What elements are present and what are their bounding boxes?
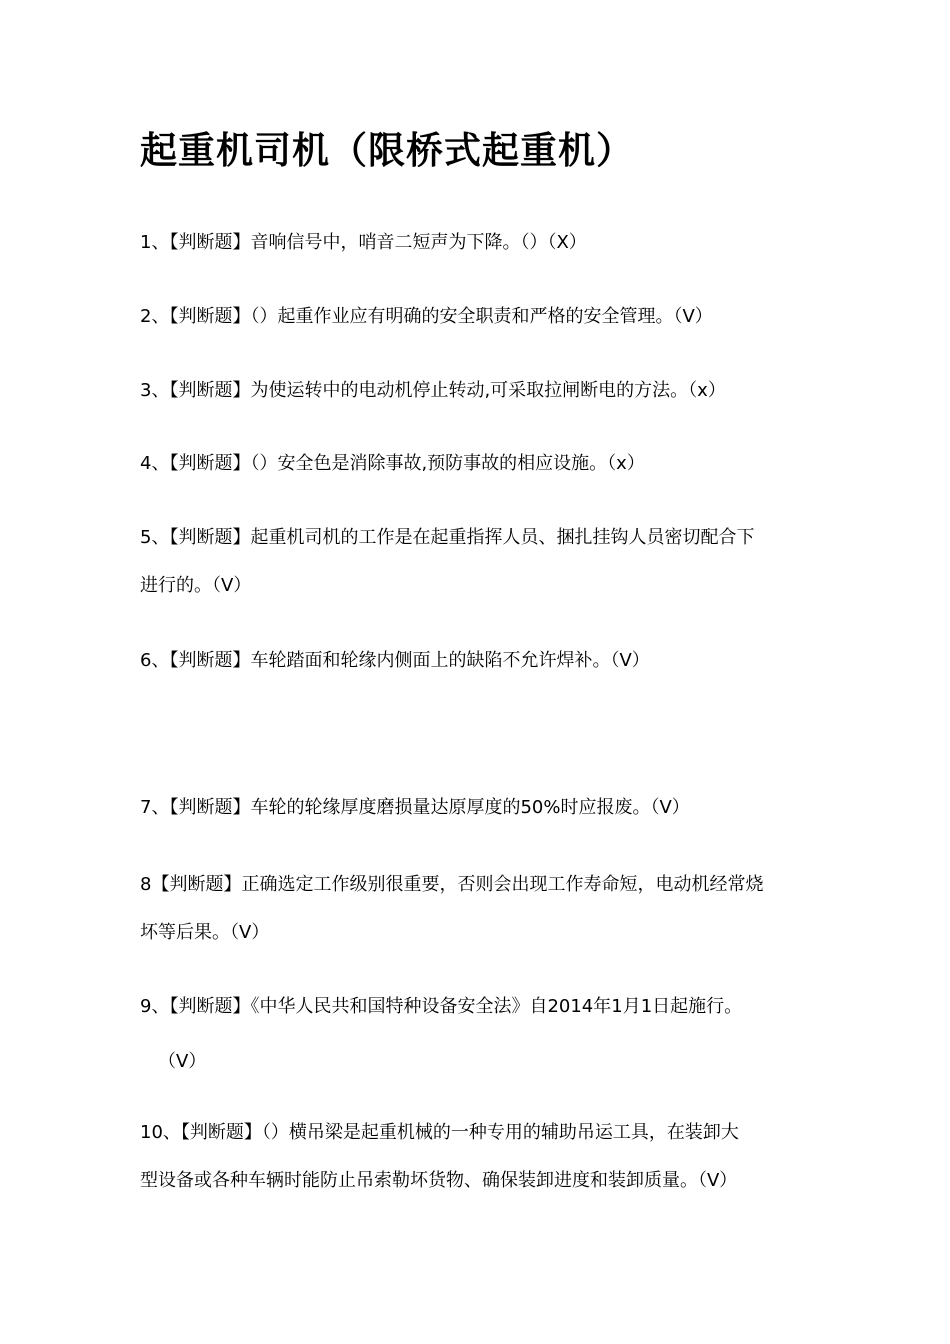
question-text: 7、【判断题】车轮的轮缘厚度磨损量达原厚度的50%时应报废。（V） (140, 797, 690, 818)
question-2 (140, 293, 810, 341)
question-3 (140, 367, 810, 415)
question-text: 8【判断题】正确选定工作级别很重要，否则会出现工作寿命短，电动机经常烧 (140, 874, 764, 895)
question-9 (140, 983, 810, 1086)
question-text: 5、【判断题】起重机司机的工作是在起重指挥人员、捆扎挂钩人员密切配合下 (140, 527, 755, 548)
question-8 (140, 861, 810, 957)
question-4 (140, 440, 810, 488)
question-text-continuation: 进行的。（V） (140, 575, 252, 596)
question-text: 3、【判断题】为使运转中的电动机停止转动,可采取拉闸断电的方法。（x） (140, 380, 726, 401)
question-text: 9、【判断题】《中华人民共和国特种设备安全法》自2014年1月1日起施行。 (140, 996, 743, 1017)
question-text-continuation: 型设备或各种车辆时能防止吊索勒坏货物、确保装卸进度和装卸质量。（V） (140, 1170, 738, 1191)
question-text-continuation: 坏等后果。（V） (140, 922, 270, 943)
question-text: 4、【判断题】（）安全色是消除事故,预防事故的相应设施。（x） (140, 453, 645, 474)
question-text: 2、【判断题】（）起重作业应有明确的安全职责和严格的安全管理。（V） (140, 306, 713, 327)
question-text: 6、【判断题】车轮踏面和轮缘内侧面上的缺陷不允许焊补。（V） (140, 650, 650, 671)
question-5 (140, 514, 810, 610)
question-10 (140, 1109, 810, 1205)
question-text-continuation: （V） (158, 1051, 207, 1072)
question-7 (140, 784, 810, 832)
question-text: 1、【判断题】音响信号中，哨音二短声为下降。（）（X） (140, 232, 587, 253)
question-1 (140, 219, 810, 267)
document-title: 起重机司机（限桥式起重机） (140, 129, 634, 172)
question-6 (140, 637, 810, 685)
question-text: 10、【判断题】（）横吊梁是起重机械的一种专用的辅助吊运工具，在装卸大 (140, 1122, 739, 1143)
